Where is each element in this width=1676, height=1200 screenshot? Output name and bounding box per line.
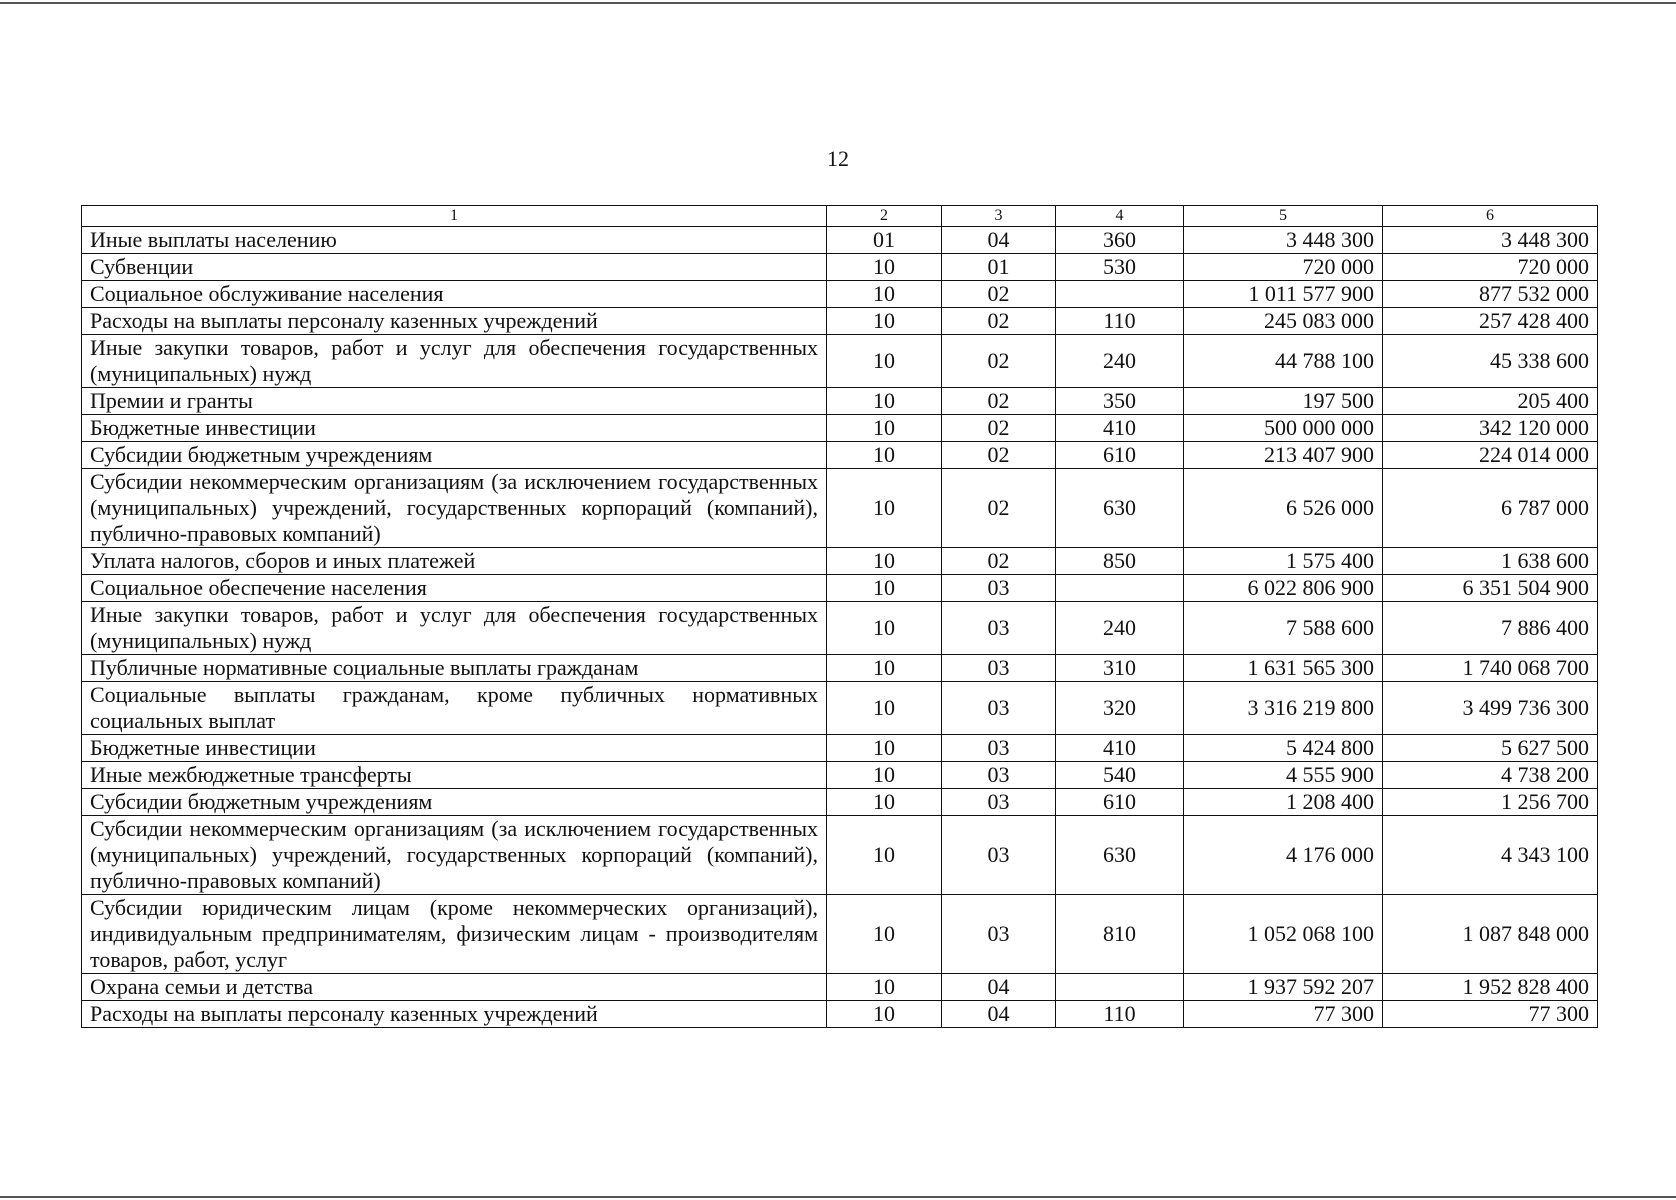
header-cell-2: 2 [827,206,942,227]
row-expense-type-cell: 630 [1056,469,1184,548]
row-expense-type-cell: 360 [1056,227,1184,254]
header-cell-6: 6 [1383,206,1598,227]
row-name-cell: Социальные выплаты гражданам, кроме публичных нормативных социальных выплат [82,682,827,735]
table-row [82,602,1598,655]
row-amount-year1-cell: 3 316 219 800 [1184,682,1383,735]
row-section-cell: 10 [827,308,942,335]
row-expense-type-cell: 310 [1056,655,1184,682]
row-subsection-cell: 02 [942,335,1056,388]
row-amount-year1-cell: 77 300 [1184,1001,1383,1028]
row-name-cell: Расходы на выплаты персоналу казенных учреждений [82,1001,827,1028]
page-number: 12 [827,146,849,171]
table-row [82,1001,1598,1028]
row-subsection-cell: 01 [942,254,1056,281]
row-amount-year2-cell: 1 740 068 700 [1383,655,1598,682]
row-expense-type-cell [1056,281,1184,308]
row-expense-type-cell: 540 [1056,762,1184,789]
row-section-cell: 10 [827,682,942,735]
header-cell-1: 1 [82,206,827,227]
table-body [82,206,1598,1028]
table-row [82,682,1598,735]
budget-table [81,205,1598,1028]
row-expense-type-cell [1056,575,1184,602]
scan-edge-top [0,2,1676,4]
row-name-cell: Субсидии юридическим лицам (кроме некоммерческих организаций), индивидуальным предпринимателям, физическим лицам - производителям товаров, работ, услуг [82,895,827,974]
row-amount-year2-cell: 205 400 [1383,388,1598,415]
row-amount-year2-cell: 224 014 000 [1383,442,1598,469]
row-name-cell: Расходы на выплаты персоналу казенных учреждений [82,308,827,335]
row-name-cell: Иные закупки товаров, работ и услуг для обеспечения государственных (муниципальных) нужд [82,602,827,655]
row-subsection-cell: 03 [942,655,1056,682]
row-section-cell: 10 [827,254,942,281]
row-section-cell: 10 [827,575,942,602]
row-amount-year1-cell: 1 631 565 300 [1184,655,1383,682]
row-section-cell: 10 [827,388,942,415]
table-row [82,415,1598,442]
row-section-cell: 01 [827,227,942,254]
row-section-cell: 10 [827,415,942,442]
table-header-row [82,206,1598,227]
row-name-cell: Иные межбюджетные трансферты [82,762,827,789]
scan-edge-bottom [0,1196,1676,1198]
row-amount-year2-cell: 257 428 400 [1383,308,1598,335]
row-name-cell: Социальное обеспечение населения [82,575,827,602]
row-name-cell: Субвенции [82,254,827,281]
row-section-cell: 10 [827,442,942,469]
row-amount-year2-cell: 720 000 [1383,254,1598,281]
row-subsection-cell: 02 [942,442,1056,469]
row-name-cell: Премии и гранты [82,388,827,415]
table-row [82,442,1598,469]
row-subsection-cell: 03 [942,682,1056,735]
row-amount-year2-cell: 342 120 000 [1383,415,1598,442]
row-name-cell: Уплата налогов, сборов и иных платежей [82,548,827,575]
row-amount-year1-cell: 1 937 592 207 [1184,974,1383,1001]
table-row [82,227,1598,254]
row-subsection-cell: 03 [942,762,1056,789]
row-amount-year1-cell: 6 022 806 900 [1184,575,1383,602]
row-amount-year2-cell: 1 952 828 400 [1383,974,1598,1001]
table-row [82,388,1598,415]
row-amount-year1-cell: 245 083 000 [1184,308,1383,335]
row-amount-year1-cell: 213 407 900 [1184,442,1383,469]
row-amount-year2-cell: 3 499 736 300 [1383,682,1598,735]
row-subsection-cell: 02 [942,281,1056,308]
table-row [82,816,1598,895]
row-section-cell: 10 [827,602,942,655]
row-section-cell: 10 [827,655,942,682]
row-amount-year1-cell: 500 000 000 [1184,415,1383,442]
row-name-cell: Субсидии бюджетным учреждениям [82,442,827,469]
row-name-cell: Иные выплаты населению [82,227,827,254]
row-section-cell: 10 [827,895,942,974]
table-row [82,308,1598,335]
row-amount-year1-cell: 5 424 800 [1184,735,1383,762]
row-amount-year1-cell: 197 500 [1184,388,1383,415]
row-subsection-cell: 02 [942,469,1056,548]
row-amount-year1-cell: 7 588 600 [1184,602,1383,655]
row-subsection-cell: 04 [942,974,1056,1001]
row-amount-year2-cell: 4 343 100 [1383,816,1598,895]
row-amount-year1-cell: 1 011 577 900 [1184,281,1383,308]
row-amount-year2-cell: 877 532 000 [1383,281,1598,308]
row-expense-type-cell: 240 [1056,602,1184,655]
table-row [82,254,1598,281]
row-expense-type-cell: 110 [1056,1001,1184,1028]
row-amount-year2-cell: 77 300 [1383,1001,1598,1028]
row-amount-year2-cell: 7 886 400 [1383,602,1598,655]
table-row [82,548,1598,575]
row-expense-type-cell: 240 [1056,335,1184,388]
row-expense-type-cell: 610 [1056,442,1184,469]
row-expense-type-cell: 350 [1056,388,1184,415]
table-row [82,974,1598,1001]
row-expense-type-cell: 410 [1056,415,1184,442]
row-subsection-cell: 02 [942,308,1056,335]
table-row [82,789,1598,816]
row-section-cell: 10 [827,974,942,1001]
row-expense-type-cell: 530 [1056,254,1184,281]
table-row [82,281,1598,308]
row-name-cell: Бюджетные инвестиции [82,735,827,762]
row-section-cell: 10 [827,1001,942,1028]
row-section-cell: 10 [827,469,942,548]
table-row [82,655,1598,682]
header-cell-4: 4 [1056,206,1184,227]
row-section-cell: 10 [827,335,942,388]
row-subsection-cell: 02 [942,548,1056,575]
row-amount-year1-cell: 1 208 400 [1184,789,1383,816]
row-amount-year2-cell: 6 787 000 [1383,469,1598,548]
row-amount-year1-cell: 1 052 068 100 [1184,895,1383,974]
row-subsection-cell: 02 [942,415,1056,442]
row-name-cell: Охрана семьи и детства [82,974,827,1001]
row-expense-type-cell: 810 [1056,895,1184,974]
row-subsection-cell: 03 [942,895,1056,974]
row-section-cell: 10 [827,735,942,762]
row-subsection-cell: 03 [942,602,1056,655]
row-expense-type-cell [1056,974,1184,1001]
table-row [82,469,1598,548]
row-name-cell: Субсидии некоммерческим организациям (за исключением государственных (муниципальных) учреждений, государственных корпораций (компаний), публично-правовых компаний) [82,816,827,895]
table-row [82,735,1598,762]
row-name-cell: Бюджетные инвестиции [82,415,827,442]
row-amount-year1-cell: 720 000 [1184,254,1383,281]
row-amount-year2-cell: 5 627 500 [1383,735,1598,762]
row-name-cell: Публичные нормативные социальные выплаты гражданам [82,655,827,682]
row-amount-year1-cell: 4 555 900 [1184,762,1383,789]
table-row [82,762,1598,789]
row-name-cell: Субсидии бюджетным учреждениям [82,789,827,816]
row-expense-type-cell: 610 [1056,789,1184,816]
row-section-cell: 10 [827,548,942,575]
row-section-cell: 10 [827,816,942,895]
row-amount-year2-cell: 45 338 600 [1383,335,1598,388]
row-amount-year1-cell: 44 788 100 [1184,335,1383,388]
row-amount-year1-cell: 1 575 400 [1184,548,1383,575]
row-amount-year2-cell: 3 448 300 [1383,227,1598,254]
row-expense-type-cell: 110 [1056,308,1184,335]
row-subsection-cell: 03 [942,789,1056,816]
row-subsection-cell: 03 [942,816,1056,895]
row-amount-year1-cell: 4 176 000 [1184,816,1383,895]
row-amount-year2-cell: 1 638 600 [1383,548,1598,575]
row-subsection-cell: 04 [942,1001,1056,1028]
row-name-cell: Социальное обслуживание населения [82,281,827,308]
row-expense-type-cell: 410 [1056,735,1184,762]
row-amount-year1-cell: 6 526 000 [1184,469,1383,548]
row-amount-year2-cell: 4 738 200 [1383,762,1598,789]
table-row [82,575,1598,602]
header-cell-3: 3 [942,206,1056,227]
row-subsection-cell: 04 [942,227,1056,254]
header-cell-5: 5 [1184,206,1383,227]
table-row [82,335,1598,388]
row-amount-year1-cell: 3 448 300 [1184,227,1383,254]
row-subsection-cell: 02 [942,388,1056,415]
row-expense-type-cell: 850 [1056,548,1184,575]
row-amount-year2-cell: 6 351 504 900 [1383,575,1598,602]
row-section-cell: 10 [827,789,942,816]
row-subsection-cell: 03 [942,735,1056,762]
row-subsection-cell: 03 [942,575,1056,602]
row-section-cell: 10 [827,281,942,308]
row-expense-type-cell: 630 [1056,816,1184,895]
table-row [82,895,1598,974]
row-expense-type-cell: 320 [1056,682,1184,735]
row-amount-year2-cell: 1 087 848 000 [1383,895,1598,974]
row-amount-year2-cell: 1 256 700 [1383,789,1598,816]
row-name-cell: Субсидии некоммерческим организациям (за исключением государственных (муниципальных) учреждений, государственных корпораций (компаний), публично-правовых компаний) [82,469,827,548]
row-name-cell: Иные закупки товаров, работ и услуг для обеспечения государственных (муниципальных) нужд [82,335,827,388]
row-section-cell: 10 [827,762,942,789]
